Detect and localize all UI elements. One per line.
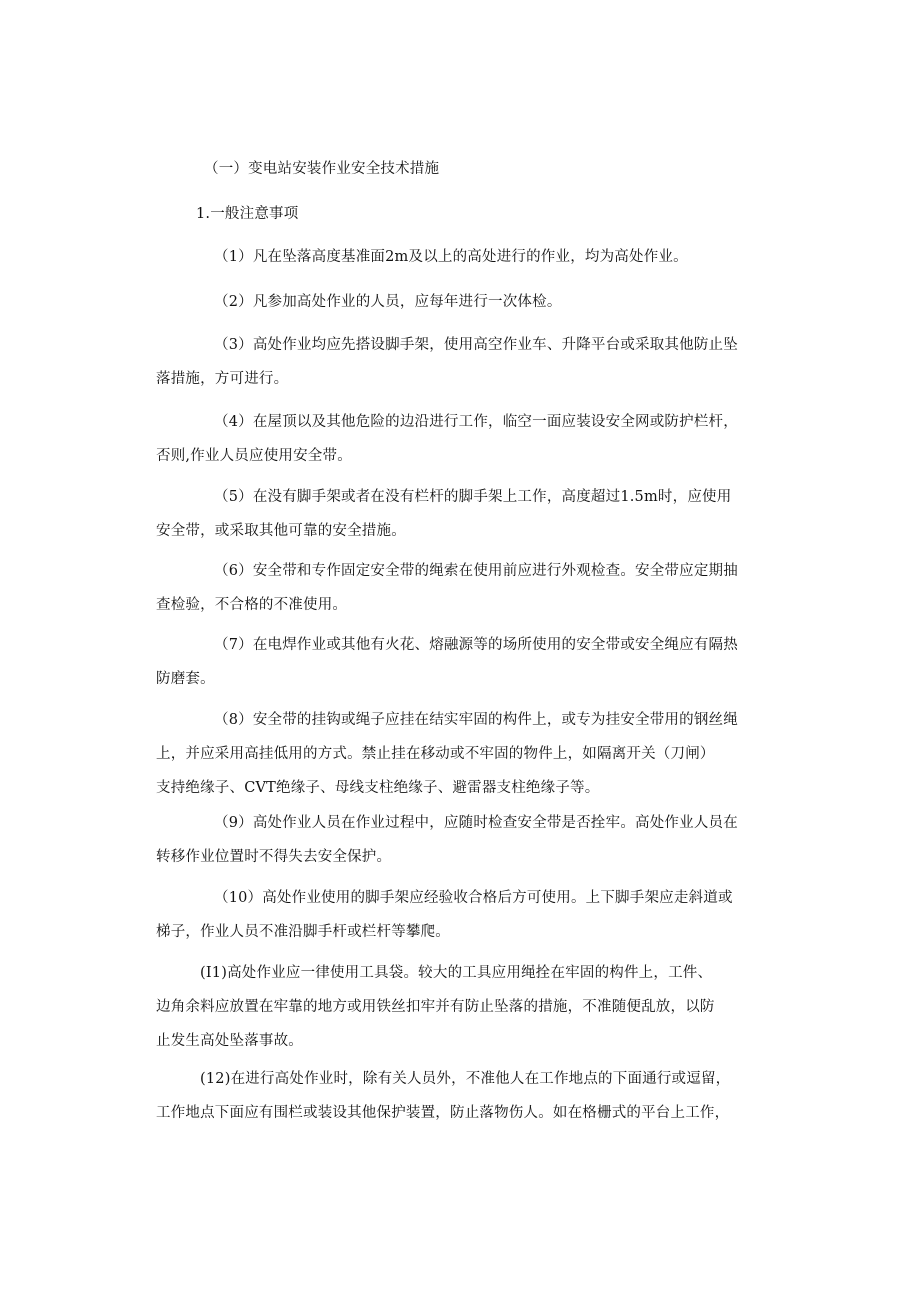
paragraph-line: 上，并应采用高挂低用的方式。禁止挂在移动或不牢固的物件上，如隔离开关（刀闸） — [156, 746, 715, 762]
paragraph-10 — [156, 881, 768, 949]
paragraph-line: （7）在电焊作业或其他有火花、熔融源等的场所使用的安全带或安全绳应有隔热 — [214, 637, 738, 653]
paragraph-2 — [156, 285, 768, 319]
paragraph-line: 止发生高处坠落事故。 — [156, 1033, 303, 1049]
paragraph-line: 支持绝缘子、CVT绝缘子、母线支柱绝缘子、避雷器支柱绝缘子等。 — [156, 780, 600, 796]
paragraph-line: （1）凡在坠落高度基准面2m及以上的高处进行的作业，均为高处作业。 — [214, 249, 688, 265]
paragraph-line: 安全带，或采取其他可靠的安全措施。 — [156, 523, 406, 539]
paragraph-line: （6）安全带和专作固定安全带的绳索在使用前应进行外观检查。安全带应定期抽 — [214, 563, 738, 579]
paragraph-line: 落措施，方可进行。 — [156, 371, 289, 387]
paragraph-line: （10）高处作业使用的脚手架应经验收合格后方可使用。上下脚手架应走斜道或 — [214, 890, 733, 906]
paragraph-line: (12)在进行高处作业时，除有关人员外，不准他人在工作地点的下面通行或逗留， — [200, 1071, 731, 1087]
paragraph-6 — [156, 554, 768, 622]
paragraph-line: （5）在没有脚手架或者在没有栏杆的脚手架上工作，高度超过1.5m时，应使用 — [214, 489, 732, 505]
subheading-block — [156, 197, 768, 231]
paragraph-line: 工作地点下面应有围栏或装设其他保护装置，防止落物伤人。如在格栅式的平台上工作， — [156, 1105, 730, 1121]
paragraph-5 — [156, 480, 768, 548]
paragraph-line: 否则,作业人员应使用安全带。 — [156, 448, 352, 464]
paragraph-line: （3）高处作业均应先搭设脚手架，使用高空作业车、升降平台或采取其他防止坠 — [214, 337, 738, 353]
paragraph-7 — [156, 628, 768, 696]
paragraph-1 — [156, 240, 768, 274]
paragraph-line: （8）安全带的挂钩或绳子应挂在结实牢固的构件上，或专为挂安全带用的钢丝绳 — [214, 712, 738, 728]
paragraph-8 — [156, 703, 768, 805]
paragraph-line: （2）凡参加高处作业的人员，应每年进行一次体检。 — [214, 294, 562, 310]
paragraph-4 — [156, 405, 768, 473]
paragraph-line: 防磨套。 — [156, 671, 215, 687]
paragraph-3 — [156, 328, 768, 396]
paragraph-11 — [156, 956, 768, 1058]
paragraph-line: (I1)高处作业应一律使用工具袋。较大的工具应用绳拴在牢固的构件上，工件、 — [200, 965, 713, 981]
paragraph-12 — [156, 1062, 768, 1130]
paragraph-line: 梯子，作业人员不准沿脚手杆或栏杆等攀爬。 — [156, 924, 450, 940]
paragraph-line: 边角余料应放置在牢靠的地方或用铁丝扣牢并有防止坠落的措施，不准随便乱放，以防 — [156, 999, 715, 1015]
subheading: 1.一般注意事项 — [196, 206, 299, 222]
paragraph-line: （4）在屋顶以及其他危险的边沿进行工作，临空一面应装设安全网或防护栏杆， — [214, 414, 738, 430]
paragraph-9 — [156, 806, 768, 874]
paragraph-line: （9）高处作业人员在作业过程中，应随时检查安全带是否拴牢。高处作业人员在 — [214, 815, 738, 831]
paragraph-line: 转移作业位置时不得失去安全保护。 — [156, 849, 392, 865]
paragraph-line: 查检验，不合格的不准使用。 — [156, 597, 348, 613]
section-title-block — [156, 152, 768, 186]
section-title: （一）变电站安装作业安全技术措施 — [204, 161, 440, 177]
